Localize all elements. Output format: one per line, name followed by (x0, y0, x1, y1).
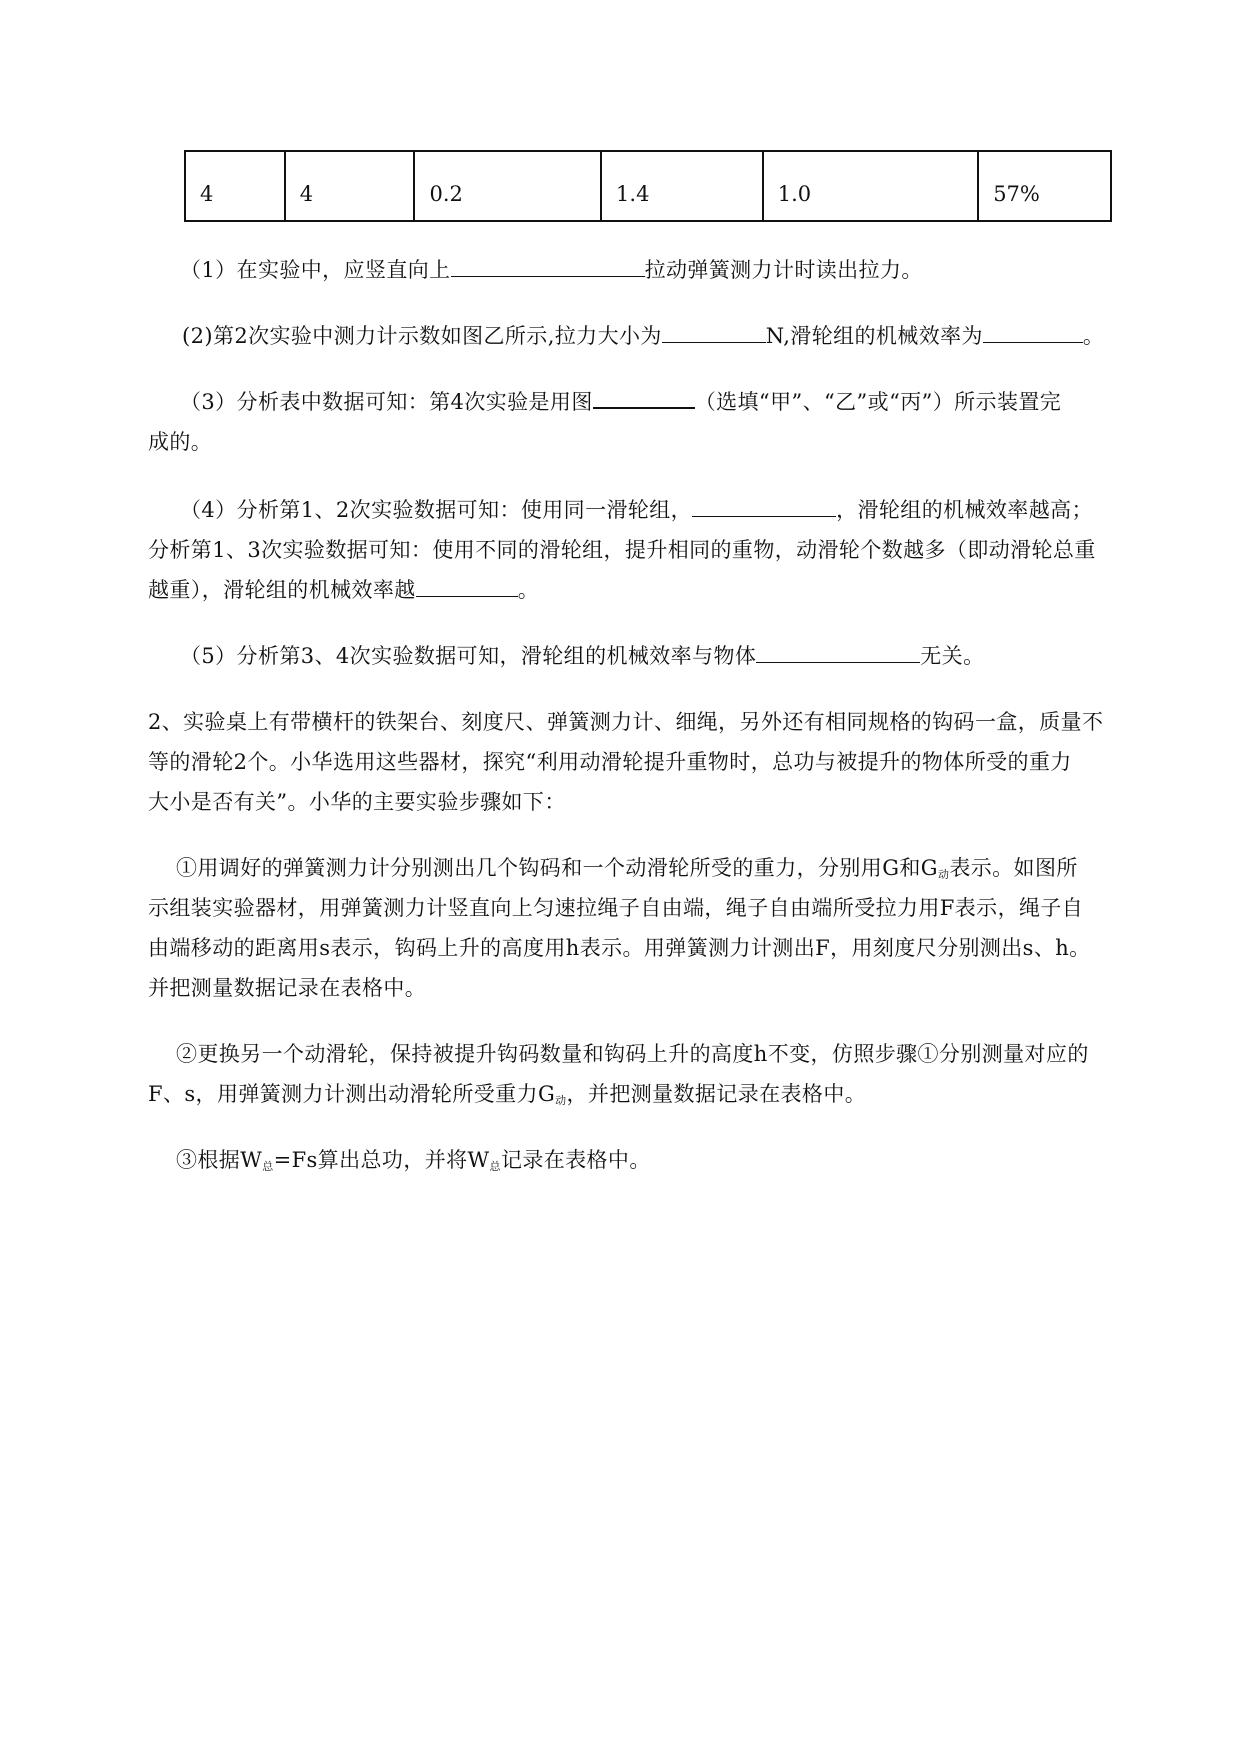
problem-2-line-1: 2、实验桌上有带横杆的铁架台、刻度尺、弹簧测力计、细绳，另外还有相同规格的钩码一盒，质量不 (148, 710, 1104, 734)
question-4-line-2: 分析第1、3次实验数据可知：使用不同的滑轮组，提升相同的重物，动滑轮个数越多（即动滑轮总重 (148, 538, 1096, 562)
table-cell: 4 (185, 151, 285, 221)
problem-2-line-3: 大小是否有关”。小华的主要实验步骤如下： (148, 790, 566, 814)
subscript: 动 (937, 868, 950, 881)
question-2 (182, 320, 1104, 350)
step-1-line-1 (176, 852, 1078, 882)
step-1-line-2: 示组装实验器材，用弹簧测力计竖直向上匀速拉绳子自由端，绳子自由端所受拉力用F表示，绳子自 (148, 896, 1084, 920)
question-1-text: （1）在实验中，应竖直向上 (180, 258, 451, 282)
step-2-text-end: ，并把测量数据记录在表格中。 (566, 1082, 867, 1106)
step-3-text-end: 记录在表格中。 (500, 1148, 651, 1172)
question-4-line-1 (180, 494, 1093, 524)
answer-blank[interactable] (692, 496, 836, 517)
step-3 (176, 1144, 651, 1174)
answer-blank[interactable] (593, 387, 695, 409)
question-3-line-2: 成的。 (148, 430, 213, 454)
step-1-line-4: 并把测量数据记录在表格中。 (148, 976, 427, 1000)
answer-blank[interactable] (451, 256, 645, 277)
question-3-text: （3）分析表中数据可知：第4次实验是用图 (180, 390, 593, 414)
step-3-text-middle: =Fs算出总功，并将W (273, 1148, 490, 1172)
question-5-text-end: 无关。 (920, 644, 985, 668)
step-2-text: F、s，用弹簧测力计测出动滑轮所受重力G (148, 1082, 556, 1106)
question-3-text-end: （选填“甲”、“乙”或“丙”）所示装置完 (694, 390, 1062, 414)
question-4-line-3 (148, 574, 539, 604)
subscript: 总 (489, 1160, 501, 1173)
table-cell: 4 (285, 151, 415, 221)
answer-blank[interactable] (416, 576, 518, 597)
question-5-text: （5）分析第3、4次实验数据可知，滑轮组的机械效率与物体 (180, 644, 757, 668)
answer-blank[interactable] (983, 322, 1083, 343)
subscript: 总 (262, 1160, 274, 1173)
question-4-text-3-end: 。 (517, 578, 540, 602)
question-4-text-3: 越重），滑轮组的机械效率越 (148, 578, 416, 602)
question-3-line-1 (180, 386, 1061, 416)
step-1-line-3: 由端移动的距离用s表示，钩码上升的高度用h表示。用弹簧测力计测出F，用刻度尺分别测出s、h。 (148, 936, 1091, 960)
step-2-line-2 (148, 1078, 866, 1108)
answer-blank[interactable] (756, 642, 920, 663)
question-2-text: (2)第2次实验中测力计示数如图乙所示,拉力大小为 (182, 324, 662, 348)
table-cell: 0.2 (414, 151, 601, 221)
question-1 (180, 254, 923, 284)
problem-2-line-2: 等的滑轮2个。小华选用这些器材，探究“利用动滑轮提升重物时，总功与被提升的物体所受的重力 (148, 750, 1072, 774)
question-4-text: （4）分析第1、2次实验数据可知：使用同一滑轮组， (180, 498, 693, 522)
table-cell: 57% (978, 151, 1111, 221)
subscript: 动 (555, 1094, 567, 1107)
step-3-text: ③根据W (176, 1148, 263, 1172)
table-cell: 1.4 (601, 151, 763, 221)
question-2-text-end: 。 (1082, 324, 1105, 348)
answer-blank[interactable] (662, 322, 766, 343)
step-1-text: ①用调好的弹簧测力计分别测出几个钩码和一个动滑轮所受的重力，分别用G和G (176, 856, 938, 880)
table-row (185, 151, 1111, 221)
question-1-text-end: 拉动弹簧测力计时读出拉力。 (644, 258, 923, 282)
step-1-text-end: 表示。如图所 (949, 856, 1078, 880)
question-4-text-end: ，滑轮组的机械效率越高； (836, 498, 1093, 522)
step-2-line-1: ②更换另一个动滑轮，保持被提升钩码数量和钩码上升的高度h不变，仿照步骤①分别测量对应的 (176, 1042, 1089, 1066)
table-cell: 1.0 (763, 151, 978, 221)
experiment-data-table (184, 150, 1112, 222)
question-2-text-middle: N,滑轮组的机械效率为 (765, 324, 983, 348)
question-5 (180, 640, 984, 670)
